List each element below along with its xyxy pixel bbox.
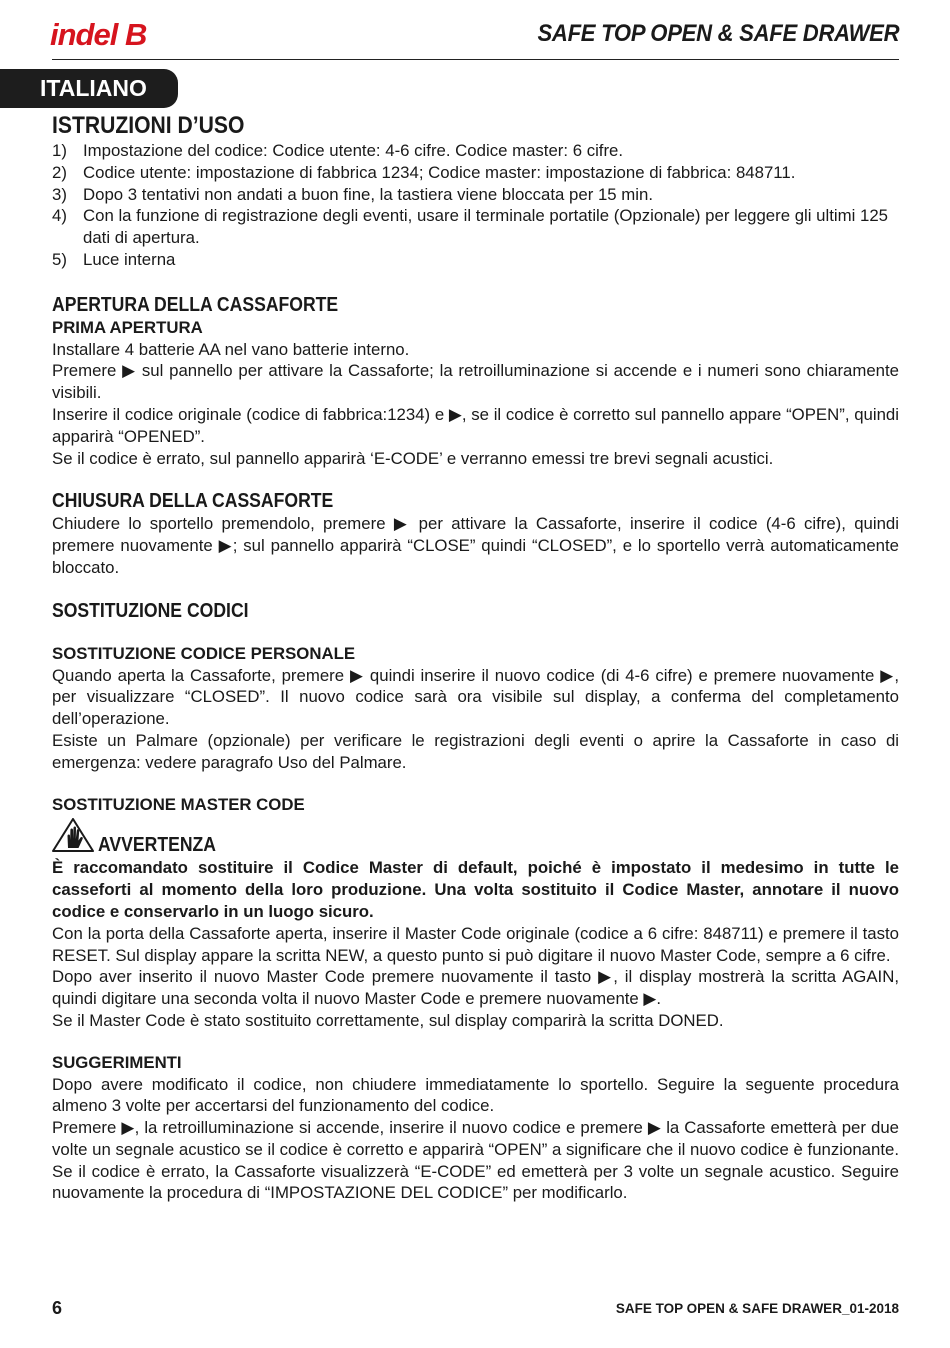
list-number: 4) xyxy=(52,206,67,226)
list-item xyxy=(52,249,899,271)
opening-paragraph: Installare 4 batterie AA nel vano batterie interno. xyxy=(52,339,410,359)
language-tab: ITALIANO xyxy=(0,69,178,108)
first-opening-subheading: PRIMA APERTURA xyxy=(52,317,203,337)
personal-code-subheading: SOSTITUZIONE CODICE PERSONALE xyxy=(52,643,356,663)
list-text: Dopo 3 tentativi non andati a buon fine, la tastiera viene bloccata per 15 min. xyxy=(83,184,653,204)
personal-code-paragraph: Esiste un Palmare (opzionale) per verificare le registrazioni degli eventi o aprire la Cassaforte in caso di emergenza: vedere paragrafo Uso del Palmare. xyxy=(52,730,899,772)
usage-heading: ISTRUZIONI D’USO xyxy=(52,112,245,139)
list-item xyxy=(52,162,899,184)
warning-paragraph: Con la porta della Cassaforte aperta, inserire il Master Code originale (codice a 6 cifre: 848711) e premere il tasto RESET. Sul display appare la scritta NEW, a questo punto si può digitare il nuovo Master Code, sempre a 6 cifre. xyxy=(52,923,899,965)
list-number: 1) xyxy=(52,141,67,160)
personal-code-paragraph: Quando aperta la Cassaforte, premere ▶ quindi inserire il nuovo codice (di 4-6 cifre) e premere nuovamente ▶, per visualizzare “CLOSED”. Il nuovo codice sarà ora visibile sul display, a conferma del completamento dell’operazione. xyxy=(52,665,899,729)
closing-heading: CHIUSURA DELLA CASSAFORTE xyxy=(52,490,334,513)
page-content xyxy=(52,112,899,1204)
master-code-subheading: SOSTITUZIONE MASTER CODE xyxy=(52,794,305,814)
warning-paragraph: Dopo aver inserito il nuovo Master Code premere nuovamente il tasto ▶, il display mostrerà la scritta AGAIN, quindi digitare una seconda volta il nuovo Master Code e premere nuovamente ▶. xyxy=(52,967,899,1009)
opening-paragraph: Inserire il codice originale (codice di fabbrica:1234) e ▶, se il codice è corretto sul pannello appare “OPEN”, quindi apparirà “OPENED”. xyxy=(52,404,899,446)
list-number: 2) xyxy=(52,162,67,182)
hand-warning-icon xyxy=(52,818,98,858)
list-number: 5) xyxy=(52,249,67,269)
tips-paragraph: Dopo avere modificato il codice, non chiudere immediatamente lo sportello. Seguire la seguente procedura almeno 3 volte per accertarsi del funzionamento del codice. xyxy=(52,1074,899,1116)
codes-heading: SOSTITUZIONE CODICI xyxy=(52,599,249,622)
warning-header xyxy=(52,823,899,857)
page-number: 6 xyxy=(52,1298,63,1318)
document-title: SAFE TOP OPEN & SAFE DRAWER xyxy=(537,20,899,47)
brand-logo: indel B xyxy=(50,17,147,52)
tips-paragraph: Se il codice è errato, la Cassaforte visualizzerà “E-CODE” ed emetterà per 3 volte un segnale acustico. Seguire nuovamente la procedura di “IMPOSTAZIONE DEL CODICE” per modificarlo. xyxy=(52,1161,899,1203)
list-text: Con la funzione di registrazione degli eventi, usare il terminale portatile (Opzionale) per leggere gli ultimi 125 dati di apertura. xyxy=(83,206,889,248)
list-item xyxy=(52,140,899,162)
list-text: Impostazione del codice: Codice utente: 4-6 cifre. Codice master: 6 cifre. xyxy=(83,141,624,160)
closing-paragraph: Chiudere lo sportello premendolo, premere ▶ per attivare la Cassaforte, inserire il codice (4-6 cifre), quindi premere nuovamente ▶; sul pannello apparirà “CLOSE” quindi “CLOSED”, e lo sportello verrà automaticamente bloccato. xyxy=(52,514,899,577)
opening-paragraph: Premere ▶ sul pannello per attivare la Cassaforte; la retroilluminazione si accende e i numeri sono chiaramente visibili. xyxy=(52,361,899,403)
list-item xyxy=(52,184,899,206)
footer-doc-ref: SAFE TOP OPEN & SAFE DRAWER_01-2018 xyxy=(615,1301,899,1316)
warning-heading: AVVERTENZA xyxy=(98,834,217,857)
opening-heading: APERTURA DELLA CASSAFORTE xyxy=(52,293,339,316)
header-divider xyxy=(52,59,899,60)
tips-heading: SUGGERIMENTI xyxy=(52,1052,182,1072)
warning-bold-text: È raccomandato sostituire il Codice Master di default, poiché è impostato il medesimo in tutte le casseforti al momento della loro produzione. Una volta sostituito il Codice Master, annotare il nuovo codice e conservarlo in un luogo sicuro. xyxy=(52,858,899,921)
tips-paragraph: Premere ▶, la retroilluminazione si accende, inserire il nuovo codice e premere ▶ la Cassaforte emetterà per due volte un segnale acustico se il codice è corretto e apparirà “OPEN” a significare che il nuovo codice è funzionante. xyxy=(52,1118,899,1159)
list-item xyxy=(52,205,899,249)
usage-list xyxy=(52,140,899,271)
list-text: Luce interna xyxy=(83,249,176,269)
list-number: 3) xyxy=(52,184,67,204)
opening-paragraph: Se il codice è errato, sul pannello apparirà ‘E-CODE’ e verranno emessi tre brevi segnali acustici. xyxy=(52,448,774,468)
list-text: Codice utente: impostazione di fabbrica 1234; Codice master: impostazione di fabbrica: 848711. xyxy=(83,162,796,182)
warning-paragraph: Se il Master Code è stato sostituito correttamente, sul display comparirà la scritta DONED. xyxy=(52,1010,724,1030)
